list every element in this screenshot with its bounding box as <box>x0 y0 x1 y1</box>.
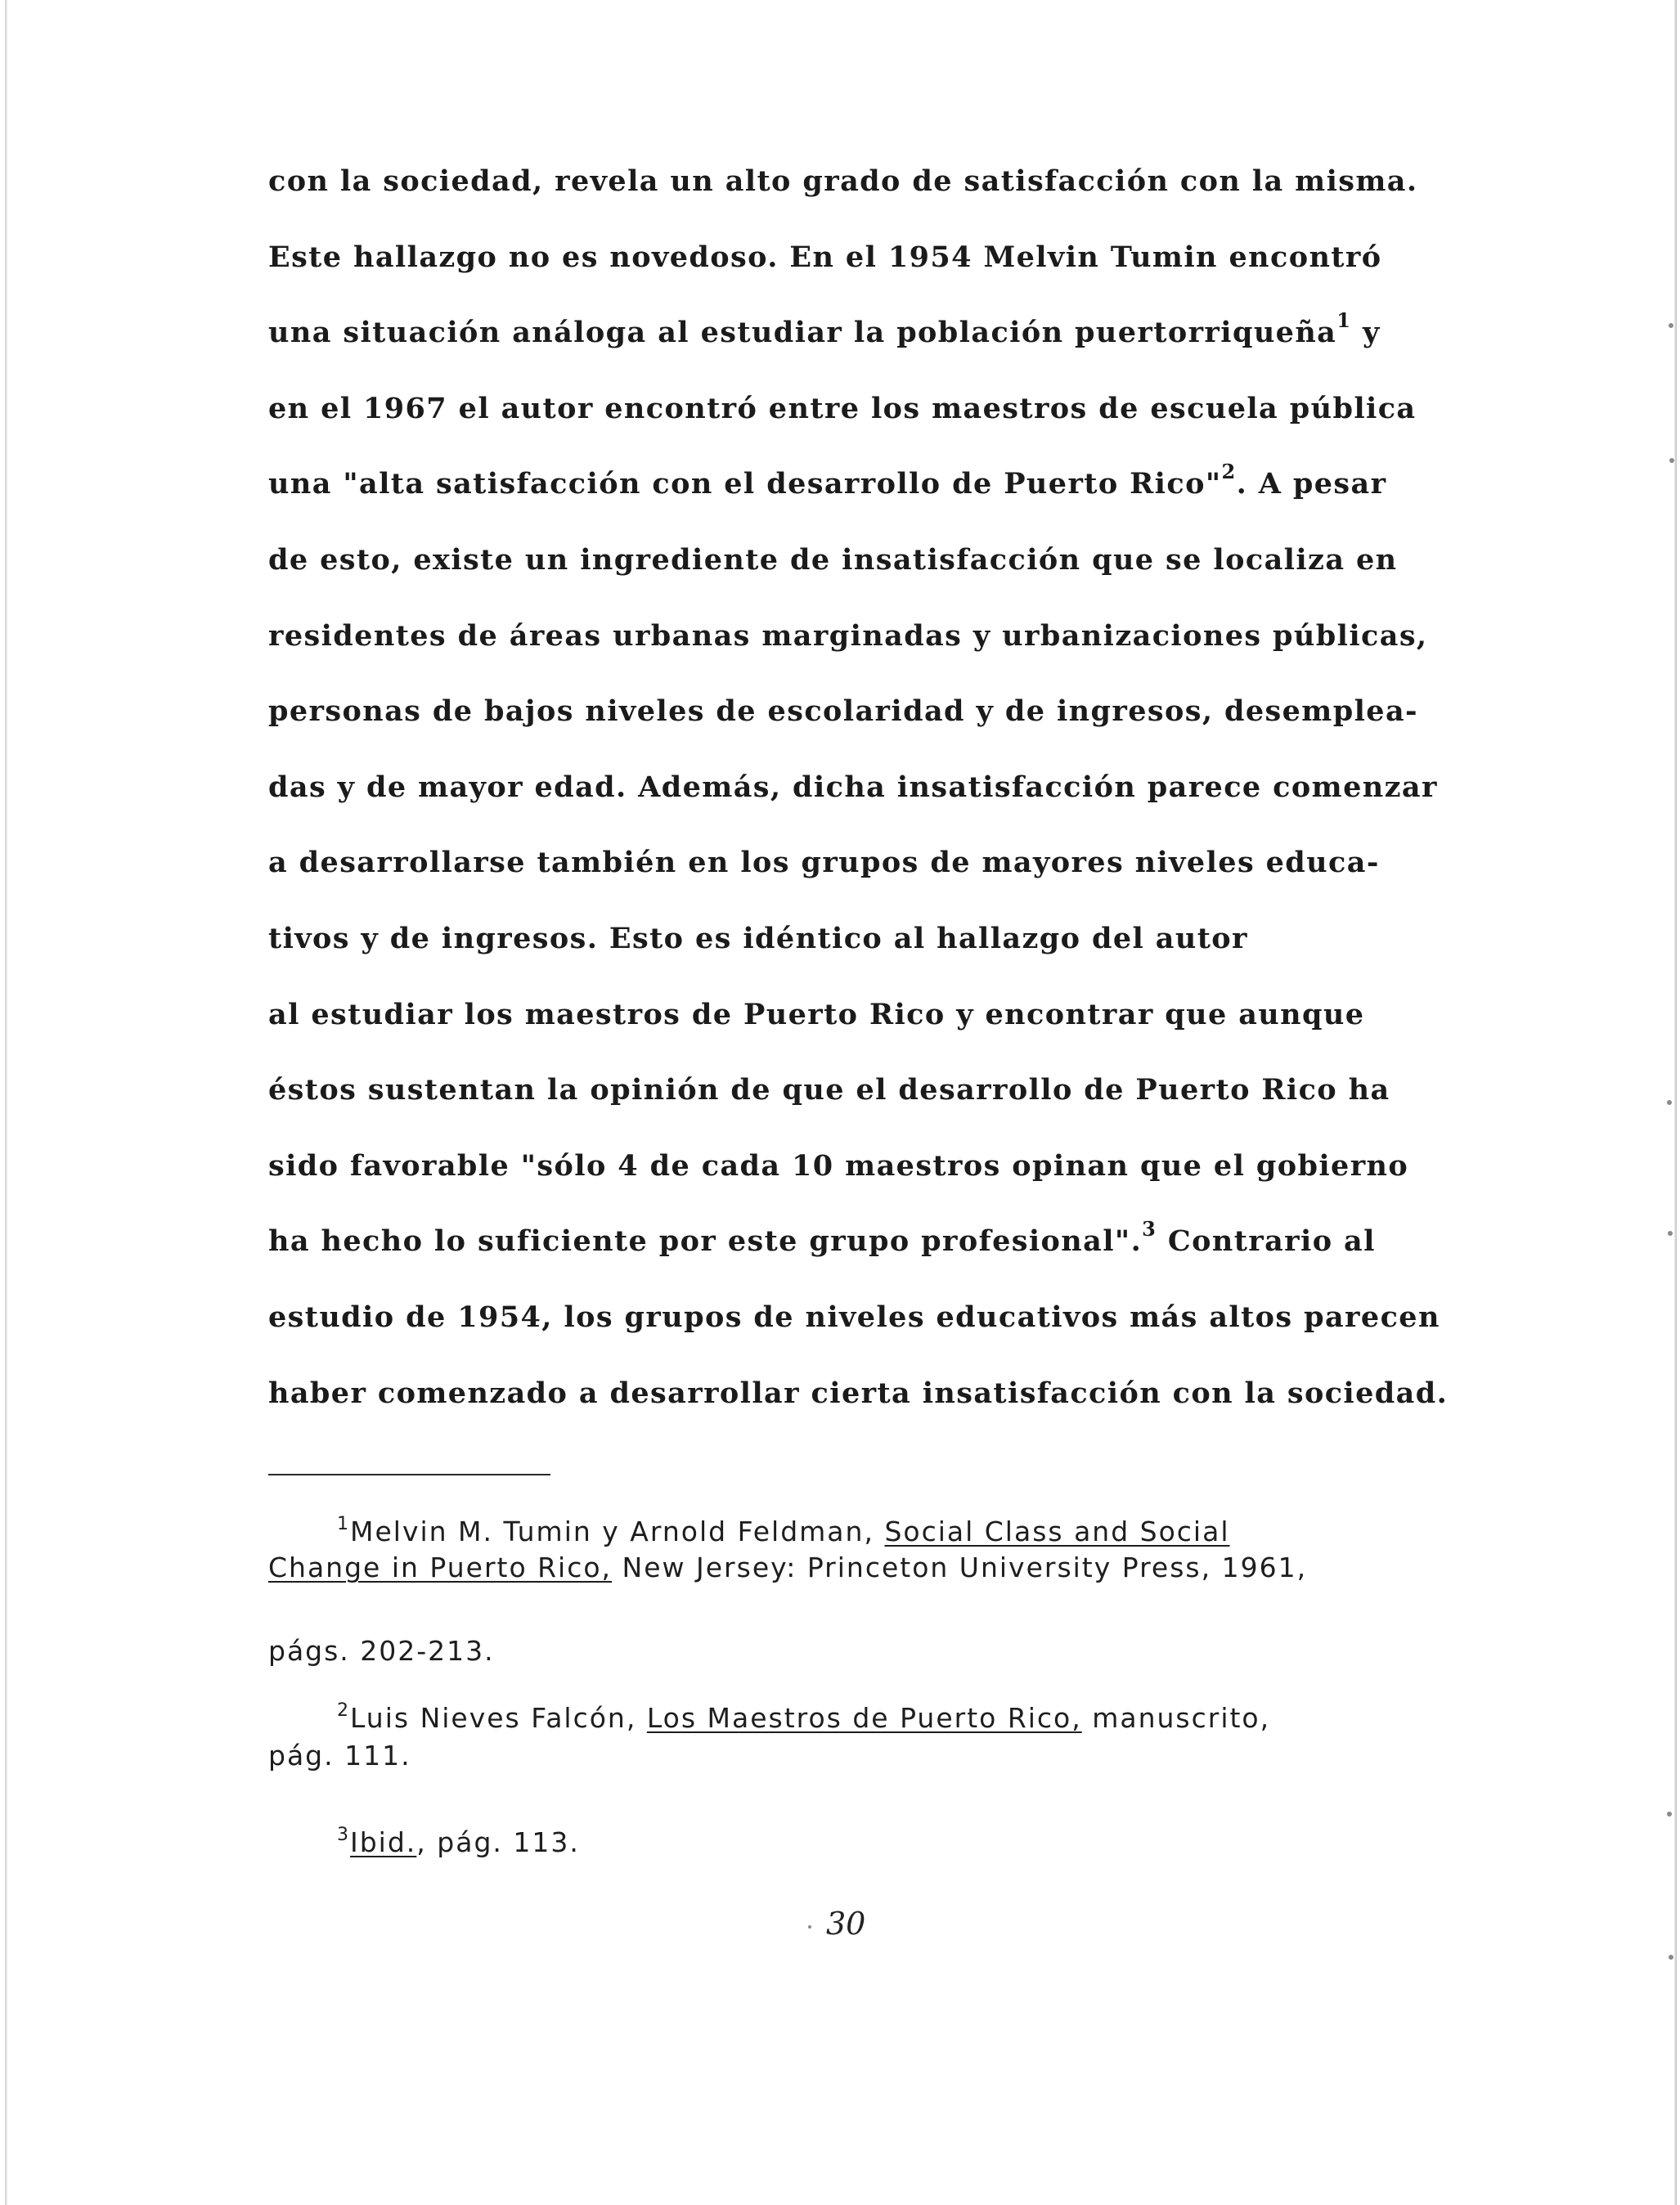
body-line <box>268 837 1446 913</box>
footnote-3-ibid: Ibid. <box>350 1826 417 1858</box>
footnote-3-pages: , pág. 113. <box>416 1826 580 1858</box>
body-line-text: tivos y de ingresos. Esto es idéntico al hallazgo del autor <box>268 921 1248 955</box>
body-line <box>268 1291 1446 1367</box>
body-line <box>268 534 1446 610</box>
body-line-text: de esto, existe un ingrediente de insatisfacción que se localiza en <box>268 542 1398 577</box>
scan-speck <box>808 1925 811 1929</box>
body-line <box>268 913 1446 989</box>
footnote-2-line-1 <box>337 1700 1270 1737</box>
body-line <box>268 1215 1446 1291</box>
body-line <box>268 458 1446 534</box>
footnote-3-line <box>337 1824 580 1861</box>
body-line <box>268 383 1446 459</box>
footnote-1-line-2 <box>268 1549 1307 1587</box>
scan-speck <box>1669 458 1674 463</box>
footnote-1-pages: págs. 202-213. <box>268 1635 495 1667</box>
body-line <box>268 989 1446 1065</box>
body-line <box>268 610 1446 686</box>
body-line-text: haber comenzado a desarrollar cierta insatisfacción con la sociedad. <box>268 1376 1449 1410</box>
scan-speck <box>1668 1231 1673 1236</box>
body-line-text: Contrario al <box>1157 1224 1376 1259</box>
footnote-2-mark: 2 <box>337 1700 350 1721</box>
page-number: 30 <box>826 1906 866 1942</box>
scan-edge-right <box>1674 0 1677 2205</box>
body-line <box>268 1064 1446 1140</box>
footnote-1-title-part2: Change in Puerto Rico, <box>268 1552 613 1583</box>
body-line-text: estudio de 1954, los grupos de niveles educativos más altos parecen <box>268 1300 1440 1334</box>
body-line-text: una "alta satisfacción con el desarrollo de Puerto Rico" <box>268 467 1222 501</box>
body-line <box>268 1140 1446 1216</box>
footnote-separator <box>268 1474 550 1475</box>
footnote-3-mark: 3 <box>337 1825 350 1845</box>
footnote-1-line-1 <box>337 1513 1230 1551</box>
body-line <box>268 155 1446 231</box>
scan-speck <box>1667 1812 1672 1817</box>
footnote-2-title: Los Maestros de Puerto Rico, <box>646 1702 1082 1734</box>
body-line-text: . A pesar <box>1236 467 1387 501</box>
body-line-text: éstos sustentan la opinión de que el desarrollo de Puerto Rico ha <box>268 1073 1390 1107</box>
footnote-2-pages: pág. 111. <box>268 1740 411 1772</box>
body-line <box>268 1367 1449 1444</box>
body-line-text: personas de bajos niveles de escolaridad y de ingresos, desemplea- <box>268 694 1418 729</box>
footnote-reference: 3 <box>1142 1217 1157 1242</box>
scan-speck <box>1669 323 1673 328</box>
scan-edge-left <box>5 0 7 2205</box>
body-line-text: residentes de áreas urbanas marginadas y urbanizaciones públicas, <box>268 618 1428 653</box>
footnote-1-title-part1: Social Class and Social <box>884 1516 1230 1547</box>
body-paragraph <box>268 155 1449 1443</box>
footnote-2-manuscript: manuscrito, <box>1081 1702 1271 1734</box>
body-line-text: sido favorable "sólo 4 de cada 10 maestros opinan que el gobierno <box>268 1148 1409 1183</box>
body-line-text: ha hecho lo suficiente por este grupo profesional". <box>268 1224 1143 1259</box>
body-line-text: en el 1967 el autor encontró entre los maestros de escuela pública <box>268 391 1417 425</box>
body-line-text: al estudiar los maestros de Puerto Rico y encontrar que aunque <box>268 997 1365 1031</box>
body-line-text: con la sociedad, revela un alto grado de satisfacción con la misma. <box>268 164 1418 198</box>
body-line-text: Este hallazgo no es novedoso. En el 1954 Melvin Tumin encontró <box>268 240 1382 274</box>
footnote-reference: 2 <box>1221 460 1237 484</box>
body-line <box>268 685 1446 761</box>
scan-speck <box>1667 1100 1672 1105</box>
footnote-2-author: Luis Nieves Falcón, <box>350 1702 647 1734</box>
footnote-1-publisher: New Jersey: Princeton University Press, 1961, <box>612 1552 1308 1583</box>
body-line-text: y <box>1351 316 1381 350</box>
body-line <box>268 761 1446 838</box>
scan-speck <box>1669 1955 1673 1960</box>
footnote-1-mark: 1 <box>337 1514 350 1534</box>
body-line-text: a desarrollarse también en los grupos de mayores niveles educa- <box>268 846 1380 880</box>
body-line <box>268 231 1446 308</box>
body-line <box>268 307 1446 383</box>
body-line-text: das y de mayor edad. Además, dicha insatisfacción parece comenzar <box>268 770 1438 804</box>
footnote-reference: 1 <box>1336 308 1352 333</box>
footnote-1-author: Melvin M. Tumin y Arnold Feldman, <box>350 1516 885 1547</box>
body-line-text: una situación análoga al estudiar la población puertorriqueña <box>268 316 1337 350</box>
